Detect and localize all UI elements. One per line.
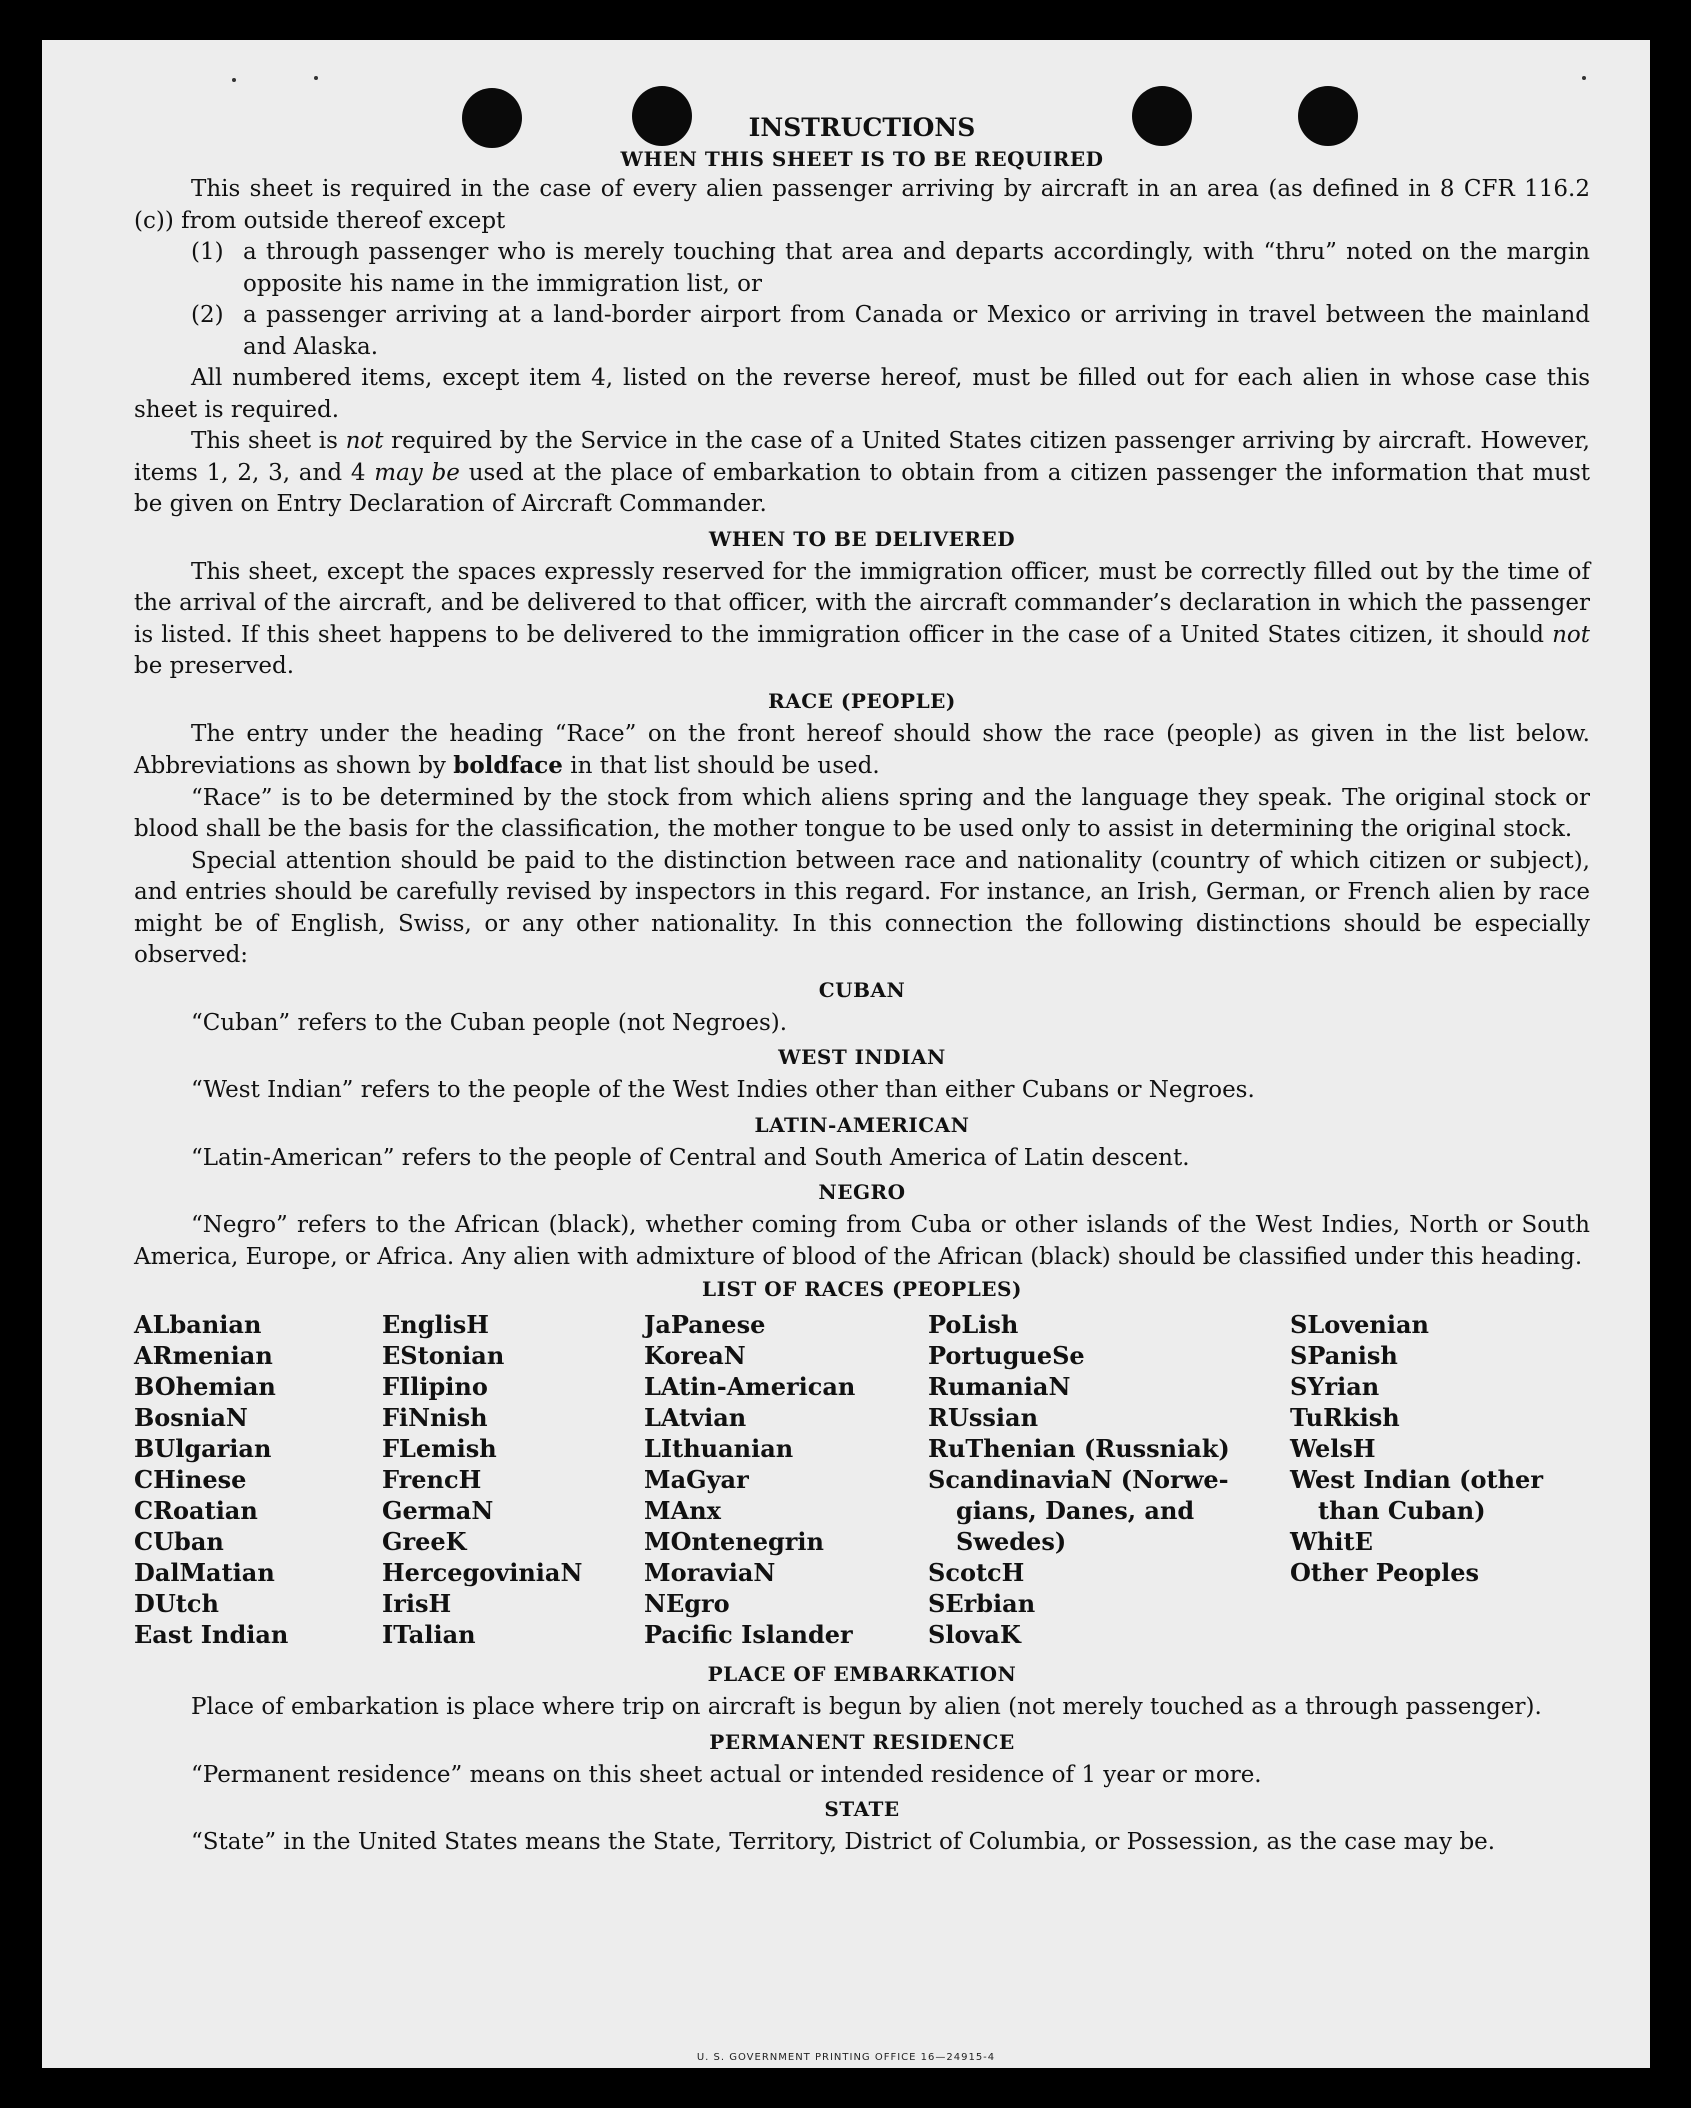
race-item: IrisH	[382, 1589, 452, 1618]
heading-cuban: CUBAN	[818, 977, 906, 1002]
race-item: BOhemian	[134, 1372, 276, 1401]
race-item: SLovenian	[1290, 1310, 1429, 1339]
race-item: GreeK	[382, 1527, 467, 1556]
race-list	[134, 1309, 1590, 1650]
race-item: WelsH	[1290, 1434, 1376, 1463]
race-item-continued: Swedes)	[956, 1527, 1067, 1556]
race-item: PoLish	[928, 1310, 1019, 1339]
heading-permanent-residence: PERMANENT RESIDENCE	[709, 1729, 1015, 1754]
race-item: FrencH	[382, 1465, 482, 1494]
item-text: a passenger arriving at a land-border airport from Canada or Mexico or arriving in travel between the mainland and Alaska.	[243, 302, 1590, 360]
race-item: DUtch	[134, 1589, 219, 1618]
race-item: ScotcH	[928, 1558, 1025, 1587]
race-item: MoraviaN	[644, 1558, 776, 1587]
race-item: MAnx	[644, 1496, 721, 1525]
race-item: RuThenian (Russniak)	[928, 1434, 1230, 1463]
paragraph: “Negro” refers to the African (black), whether coming from Cuba or other islands of the West Indies, North or South America, Europe, or Africa. Any alien with admixture of blood of the African (black) should be classified under this heading.	[134, 1212, 1590, 1270]
race-item: JaPanese	[644, 1310, 766, 1339]
paragraph: “Latin-American” refers to the people of Central and South America of Latin descent.	[191, 1144, 1190, 1171]
race-item: SErbian	[928, 1589, 1036, 1618]
race-item: DalMatian	[134, 1558, 275, 1587]
race-column-3	[644, 1309, 928, 1650]
race-item: ScandinaviaN (Norwe-	[928, 1465, 1229, 1494]
paragraph: The entry under the heading “Race” on the front hereof should show the race (people) as given in the list below. Abbreviations as shown by boldface in that list should be used.	[134, 720, 1590, 779]
race-item: MOntenegrin	[644, 1527, 824, 1556]
race-item: RumaniaN	[928, 1372, 1071, 1401]
printing-office-footer: U. S. GOVERNMENT PRINTING OFFICE 16—24915-4	[696, 2052, 996, 2063]
heading-list-of-races: LIST OF RACES (PEOPLES)	[702, 1277, 1022, 1301]
race-item: CHinese	[134, 1465, 247, 1494]
race-item: KoreaN	[644, 1341, 746, 1370]
paragraph: All numbered items, except item 4, listed on the reverse hereof, must be filled out for each alien in whose case this sheet is required.	[134, 365, 1590, 423]
paragraph: “West Indian” refers to the people of the West Indies other than either Cubans or Negroes.	[191, 1077, 1255, 1103]
heading-place-of-embarkation: PLACE OF EMBARKATION	[707, 1662, 1017, 1686]
instructions-content	[134, 112, 1590, 1859]
page-title: INSTRUCTIONS	[748, 113, 976, 142]
race-item: FLemish	[382, 1434, 497, 1463]
race-item: CRoatian	[134, 1496, 258, 1525]
race-item-continued: than Cuban)	[1318, 1496, 1486, 1525]
race-column-4	[928, 1309, 1290, 1650]
exception-item-1	[134, 237, 1590, 300]
race-item: West Indian (other	[1290, 1465, 1543, 1494]
heading-state: STATE	[824, 1797, 900, 1821]
item-number: (1)	[191, 239, 224, 265]
heading-negro: NEGRO	[818, 1180, 906, 1204]
race-item: LAtin-American	[644, 1372, 856, 1401]
race-item: MaGyar	[644, 1465, 749, 1494]
paragraph: This sheet is required in the case of every alien passenger arriving by aircraft in an area (as defined in 8 CFR 116.2 (c)) from outside thereof except	[134, 176, 1590, 234]
race-item: LAtvian	[644, 1403, 747, 1432]
race-item: SYrian	[1290, 1372, 1380, 1401]
race-item: HercegoviniaN	[382, 1558, 583, 1587]
speck	[232, 78, 236, 82]
document-sheet	[42, 40, 1650, 2068]
race-item: ARmenian	[134, 1341, 273, 1370]
paragraph: Place of embarkation is place where trip on aircraft is begun by alien (not merely touched as a through passenger).	[191, 1694, 1542, 1720]
race-column-5	[1290, 1309, 1590, 1650]
heading-when-delivered: WHEN TO BE DELIVERED	[708, 526, 1016, 551]
heading-when-required: WHEN THIS SHEET IS TO BE REQUIRED	[620, 147, 1104, 171]
paragraph: Special attention should be paid to the distinction between race and nationality (country of which citizen or subject), and entries should be carefully revised by inspectors in this regard. For instance, an Irish, German, or French alien by race might be of English, Swiss, or any other nationality. In this connection the following distinctions should be especially observed:	[134, 847, 1590, 968]
heading-race: RACE (PEOPLE)	[768, 688, 956, 713]
heading-west-indian: WEST INDIAN	[778, 1045, 946, 1069]
race-item: SPanish	[1290, 1341, 1398, 1370]
speck	[314, 76, 318, 80]
paragraph: This sheet is not required by the Service in the case of a United States citizen passenger arriving by aircraft. However, items 1, 2, 3, and 4 may be used at the place of embarkation to obtain from a citizen passenger the information that must be given on Entry Declaration of Aircraft Commander.	[134, 428, 1591, 517]
race-item: East Indian	[134, 1620, 289, 1649]
paragraph: This sheet, except the spaces expressly reserved for the immigration officer, must be correctly filled out by the time of the arrival of the aircraft, and be delivered to that officer, with the aircraft commander’s declaration in which the passenger is listed. If this sheet happens to be delivered to the immigration officer in the case of a United States citizen, it should not be preserved.	[134, 558, 1590, 679]
paragraph: “Race” is to be determined by the stock from which aliens spring and the language they speak. The original stock or blood shall be the basis for the classification, the mother tongue to be used only to assist in determining the original stock.	[134, 784, 1590, 842]
race-item: FiNnish	[382, 1403, 488, 1432]
item-number: (2)	[191, 302, 224, 328]
race-item: EnglisH	[382, 1310, 489, 1339]
race-item: FIlipino	[382, 1372, 488, 1401]
paragraph: “Cuban” refers to the Cuban people (not Negroes).	[191, 1009, 788, 1036]
race-item: TuRkish	[1290, 1403, 1400, 1432]
race-item: NEgro	[644, 1589, 730, 1618]
race-item-continued: gians, Danes, and	[956, 1496, 1195, 1525]
paragraph: “Permanent residence” means on this sheet actual or intended residence of 1 year or more.	[191, 1761, 1262, 1788]
race-item: GermaN	[382, 1496, 494, 1525]
race-item: Other Peoples	[1290, 1558, 1480, 1587]
race-item: BUlgarian	[134, 1434, 272, 1463]
race-item: RUssian	[928, 1403, 1039, 1432]
race-column-1	[134, 1309, 382, 1650]
race-item: LIthuanian	[644, 1434, 794, 1463]
exception-item-2	[134, 300, 1590, 363]
heading-latin-american: LATIN-AMERICAN	[754, 1112, 970, 1137]
race-item: WhitE	[1290, 1527, 1373, 1556]
race-item: SlovaK	[928, 1620, 1021, 1649]
paragraph: “State” in the United States means the State, Territory, District of Columbia, or Possession, as the case may be.	[191, 1829, 1496, 1855]
race-column-2	[382, 1309, 644, 1650]
race-item: ITalian	[382, 1620, 476, 1649]
race-item: Pacific Islander	[644, 1620, 853, 1649]
speck	[1582, 76, 1586, 80]
race-item: BosniaN	[134, 1403, 248, 1432]
race-item: PortugueSe	[928, 1341, 1085, 1370]
item-text: a through passenger who is merely touching that area and departs accordingly, with “thru” noted on the margin opposite his name in the immigration list, or	[243, 239, 1590, 297]
race-item: CUban	[134, 1527, 224, 1556]
race-item: EStonian	[382, 1341, 505, 1370]
race-item: ALbanian	[134, 1310, 262, 1339]
